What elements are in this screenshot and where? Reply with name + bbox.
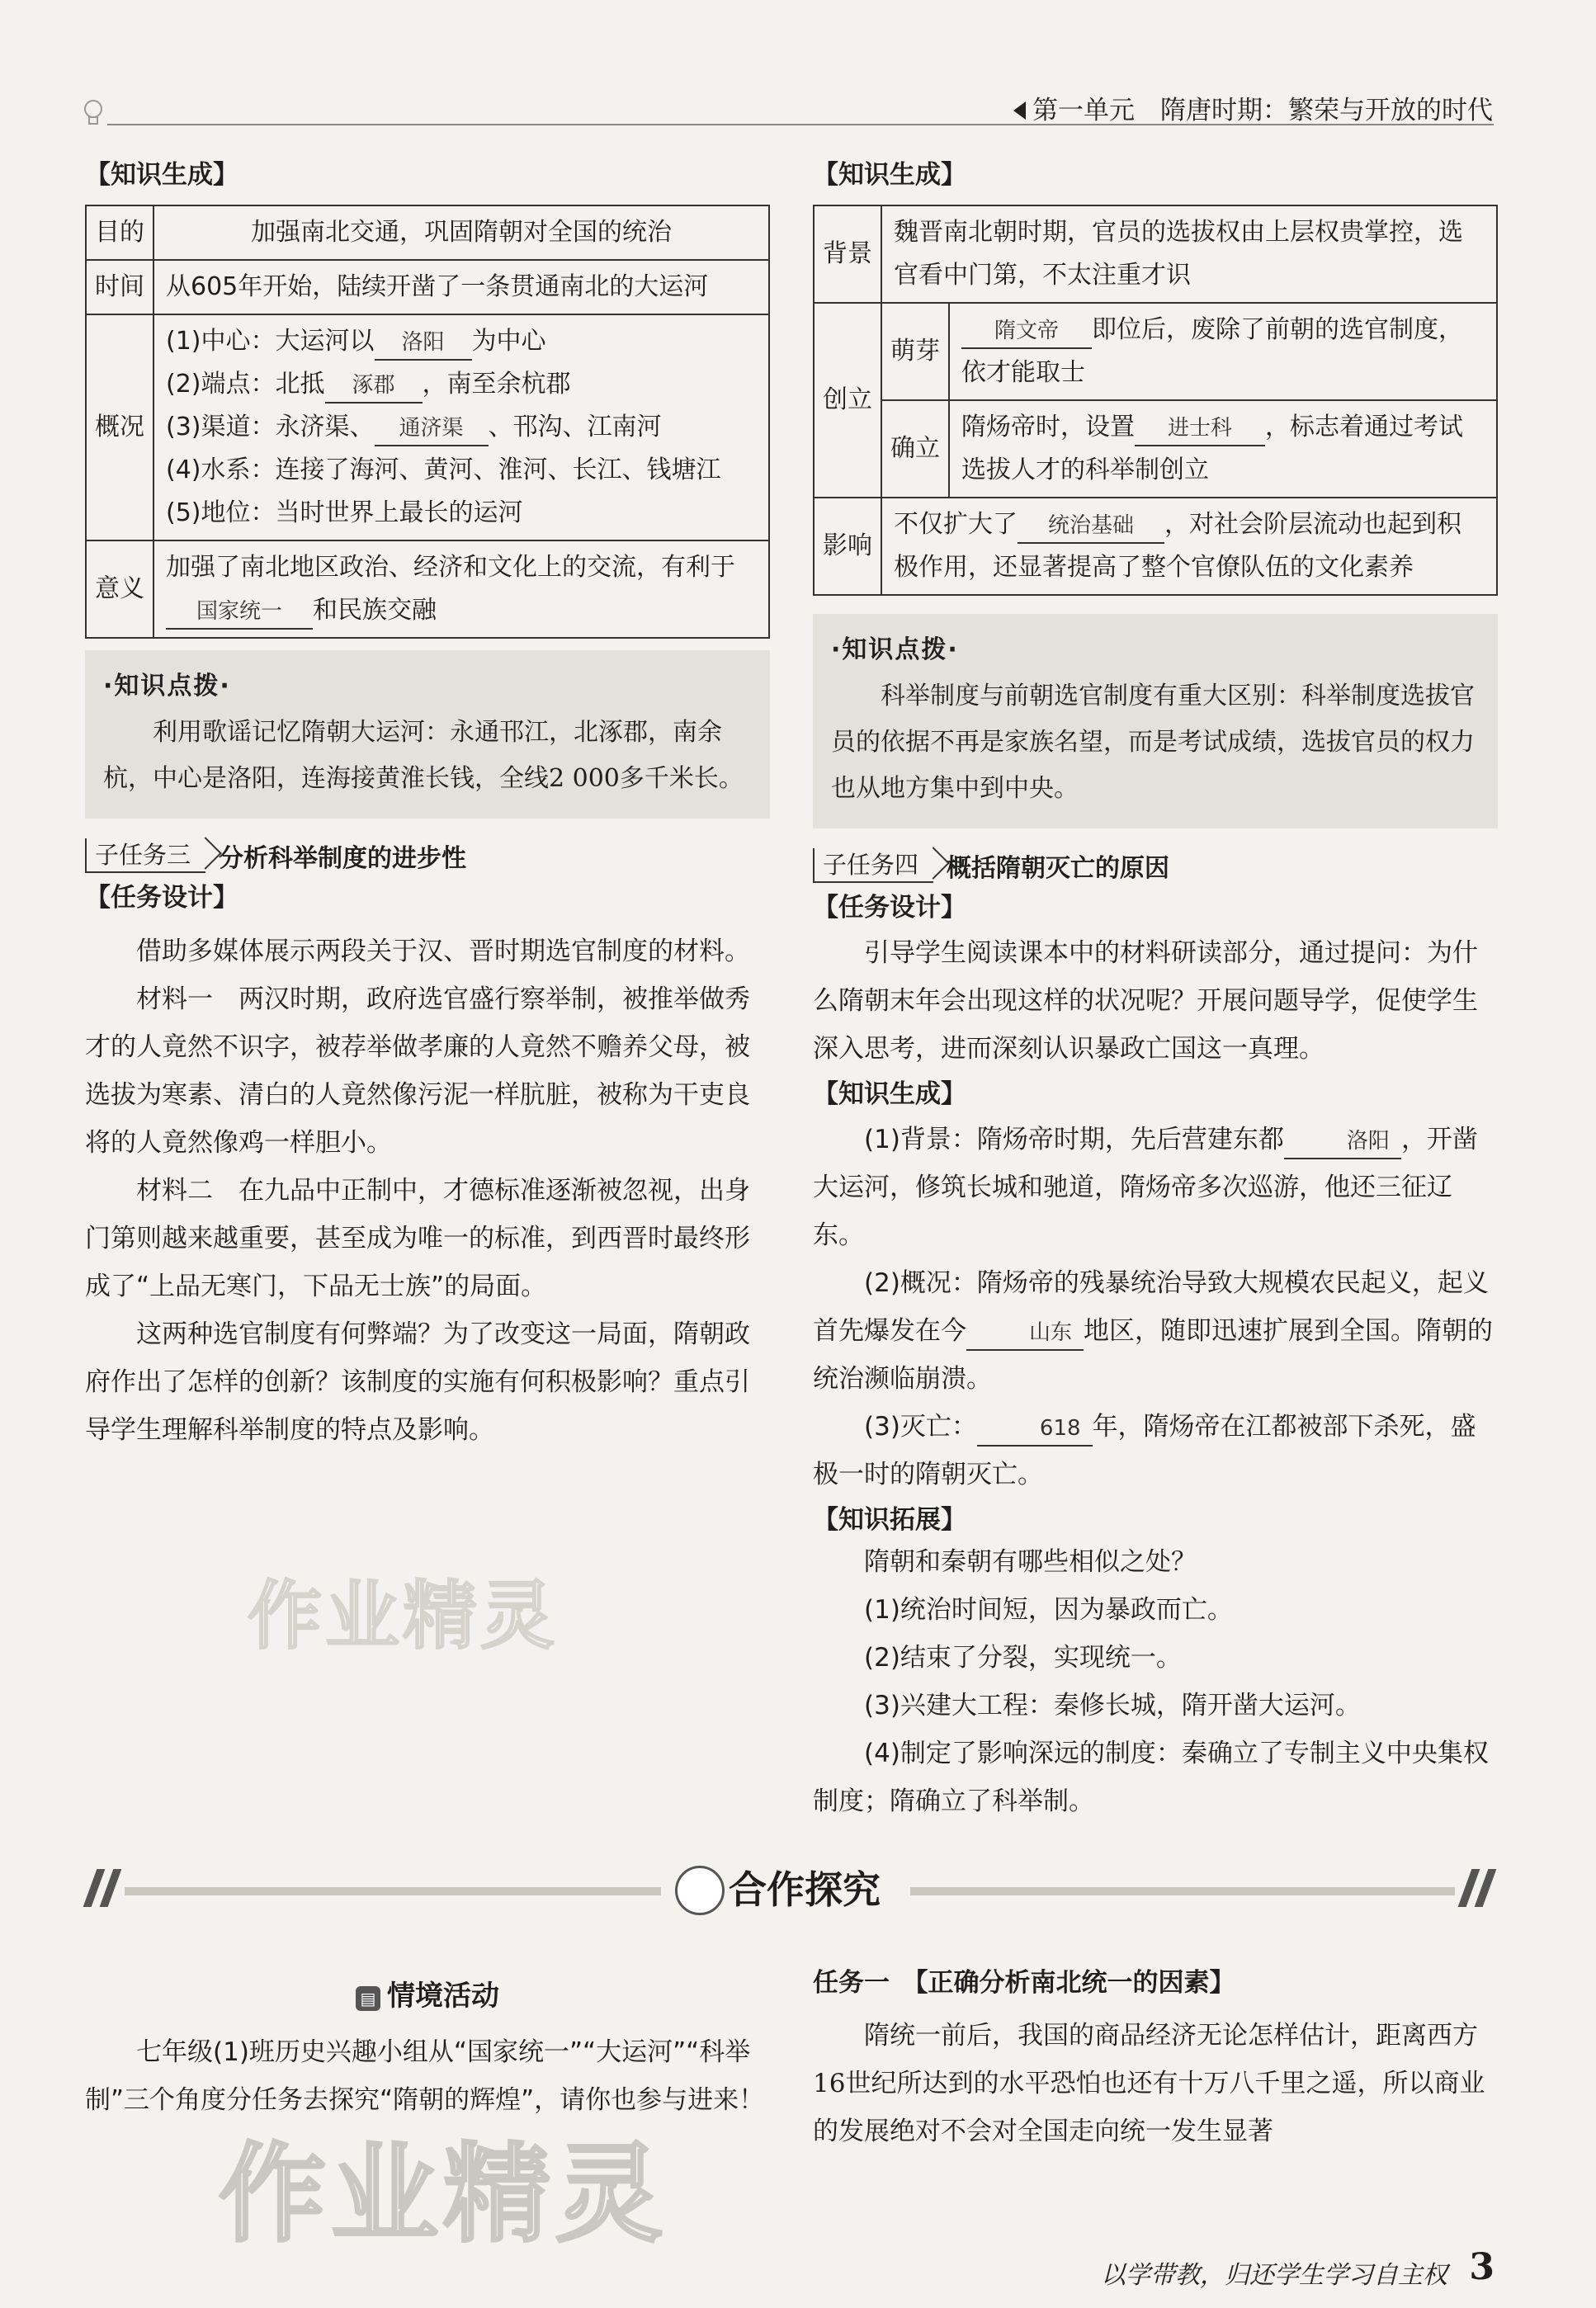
unit-label: 第一单元 [1032,96,1135,125]
answer-blank: 统治基础 [1018,509,1164,544]
gen-item: (1)背景：隋炀帝时期，先后营建东都 洛阳 ，开凿大运河，修筑长城和驰道，隋炀帝多次巡游，他还三征辽东。 [813,1125,1478,1250]
tip-body: 科举制度与前朝选官制度有重大区别：科举制度选拔官员的依据不再是家族名望，而是考试成绩，选拔官员的权力也从地方集中到中央。 [831,682,1475,803]
unit-title: 隋唐时期：繁荣与开放的时代 [1160,96,1493,125]
task1-section [813,1962,1498,2155]
paragraph: 引导学生阅读课本中的材料研读部分，通过提问：为什么隋朝末年会出现这样的状况呢？开展问题导学，促使学生深入思考，进而深刻认识暴政亡国这一真理。 [813,938,1478,1064]
gen-item: (2)概况：隋炀帝的残暴统治导致大规模农民起义，起义首先爆发在今 山东 地区，随即迅速扩展到全国。隋朝的统治濒临崩溃。 [813,1268,1494,1394]
banner-line [910,1887,1455,1895]
sub-head: 萌芽 [881,303,949,400]
subtask-title: 概括隋朝灭亡的原因 [947,854,1170,883]
banner-line [125,1887,661,1895]
answer-blank: 通济渠 [375,412,489,446]
row-head: 意义 [86,540,153,638]
row-text: 加强了南北地区政治、经济和文化上的交流，有利于国家统一 和民族交融 [153,540,769,638]
answer-blank: 618 [977,1412,1093,1447]
overview-cell [153,314,769,540]
task-design-label: 【任务设计】 [85,883,238,913]
paragraph: 借助多媒体展示两段关于汉、晋时期选官制度的材料。 [136,937,750,966]
table-row [814,400,1497,498]
lightbulb-icon [83,99,104,127]
overview-line: (4)水系：连接了海河、黄河、淮河、长江、钱塘江 [166,455,721,484]
row-text: 从605年开始，陆续开凿了一条贯通南北的大运河 [153,260,769,314]
row-head: 概况 [86,314,153,540]
ext-item: 隋朝和秦朝有哪些相似之处？ [864,1547,1197,1577]
overview-line: (1)中心：大运河以 洛阳 为中心 [166,320,757,363]
ext-item: (4)制定了影响深远的制度：秦确立了专制主义中央集权制度；隋确立了科举制。 [813,1739,1489,1816]
row-text: 不仅扩大了 统治基础 ，对社会阶层流动也起到积极作用，还显著提高了整个官僚队伍的文化素养 [881,498,1497,595]
table-row [814,498,1497,595]
watermark: 作业精灵 [219,2131,668,2257]
row-text: 加强南北交通，巩固隋朝对全国的统治 [153,205,769,260]
row-head: 创立 [814,303,881,498]
task-design-label: 【任务设计】 [813,893,966,923]
knowledge-gen-label: 【知识生成】 [813,160,966,190]
answer-blank: 隋文帝 [961,314,1092,349]
answer-blank: 进士科 [1135,412,1265,446]
ext-item: (2)结束了分裂，实现统一。 [864,1643,1182,1673]
row-head: 目的 [86,205,153,260]
coop-title: 合作探究 [729,1867,881,1912]
overview-line: (3)渠道：永济渠、 通济渠 、邗沟、江南河 [166,406,757,449]
subtask-heading [85,837,770,875]
paragraph: 这两种选官制度有何弊端？为了改变这一局面，隋朝政府作出了怎样的创新？该制度的实施有何积极影响？重点引导学生理解科举制度的特点及影响。 [85,1319,750,1445]
triangle-left-icon [1013,101,1026,120]
paragraph: 材料二 在九品中正制中，才德标准逐渐被忽视，出身门第则越来越重要，甚至成为唯一的标准，到西晋时最终形成了“上品无寒门，下品无士族”的局面。 [85,1176,750,1301]
subtask-tag: 子任务四 [813,848,933,883]
watermark: 作业精灵 [248,1573,558,1659]
answer-blank: 国家统一 [166,595,313,630]
footer-slogan: 以学带教，归还学生学习自主权 [1101,2261,1447,2290]
tip-title: ·知识点拨· [103,672,231,701]
knowledge-ext-label: 【知识拓展】 [813,1505,966,1535]
situation-section [85,1968,770,2124]
answer-blank: 山东 [966,1316,1084,1351]
ext-item: (1)统治时间短，因为暴政而亡。 [864,1595,1233,1625]
paragraph: 七年级(1)班历史兴趣小组从“国家统一”“大运河”“科举制”三个角度分任务去探究“隋朝的辉煌”，请你也参与进来！ [85,2037,765,2115]
subtask-tag: 子任务三 [85,838,205,873]
table-row [814,205,1497,303]
magnifier-icon [675,1866,725,1915]
overview-line: (2)端点：北抵 涿郡 ，南至余杭郡 [166,363,757,406]
row-head: 时间 [86,260,153,314]
sub-head: 确立 [881,400,949,498]
subtask-heading [813,847,1498,885]
answer-blank: 洛阳 [1284,1125,1401,1159]
canal-table [85,205,770,639]
subtask-title: 分析科举制度的进步性 [219,844,467,873]
tip-box [85,650,770,819]
paragraph: 隋统一前后，我国的商品经济无论怎样估计，距离西方16世纪所达到的水平恐怕也还有十万八千里之遥，所以商业的发展绝对不会对全国走向统一发生显著 [813,2021,1485,2146]
tip-body: 利用歌谣记忆隋朝大运河：永通邗江，北涿郡，南余杭，中心是洛阳，连海接黄淮长钱，全线2 000多千米长。 [103,718,744,793]
table-row [86,314,769,540]
ext-item: (3)兴建大工程：秦修长城，隋开凿大运河。 [864,1691,1361,1720]
row-head: 影响 [814,498,881,595]
knowledge-gen-label: 【知识生成】 [85,160,238,190]
row-text: 魏晋南北朝时期，官员的选拔权由上层权贵掌控，选官看中门第，不太注重才识 [881,205,1497,303]
running-header [1013,89,1493,126]
row-head: 背景 [814,205,881,303]
left-column [85,157,770,1454]
tip-box [813,614,1498,828]
answer-blank: 涿郡 [325,369,423,404]
exam-table [813,205,1498,596]
table-row [86,260,769,314]
task1-title: 任务一 【正确分析南北统一的因素】 [813,1968,1235,1998]
row-text: 隋文帝 即位后，废除了前朝的选官制度，依才能取士 [949,303,1497,400]
paragraph: 材料一 两汉时期，政府选官盛行察举制，被推举做秀才的人竟然不识字，被荐举做孝廉的人竟然不赡养父母，被选拔为寒素、清白的人竟然像污泥一样肮脏，被称为干吏良将的人竟然像鸡一样胆小。 [85,984,750,1158]
right-column [813,157,1498,1825]
scroll-icon: ▤ [356,1986,380,2011]
tip-title: ·知识点拨· [831,635,959,664]
table-row [814,303,1497,400]
row-text: 隋炀帝时，设置 进士科 ，标志着通过考试选拔人才的科举制创立 [949,400,1497,498]
coop-banner [85,1861,1498,1919]
situation-title: ▤ 情境活动 [85,1973,770,2013]
gen-item: (3)灭亡： 618 年，隋炀帝在江都被部下杀死，盛极一时的隋朝灭亡。 [813,1412,1476,1489]
table-row [86,540,769,638]
answer-blank: 洛阳 [375,326,472,361]
page-number: 3 [1469,2246,1494,2288]
table-row [86,205,769,260]
knowledge-gen-label: 【知识生成】 [813,1079,966,1109]
overview-line: (5)地位：当时世界上最长的运河 [166,498,523,527]
